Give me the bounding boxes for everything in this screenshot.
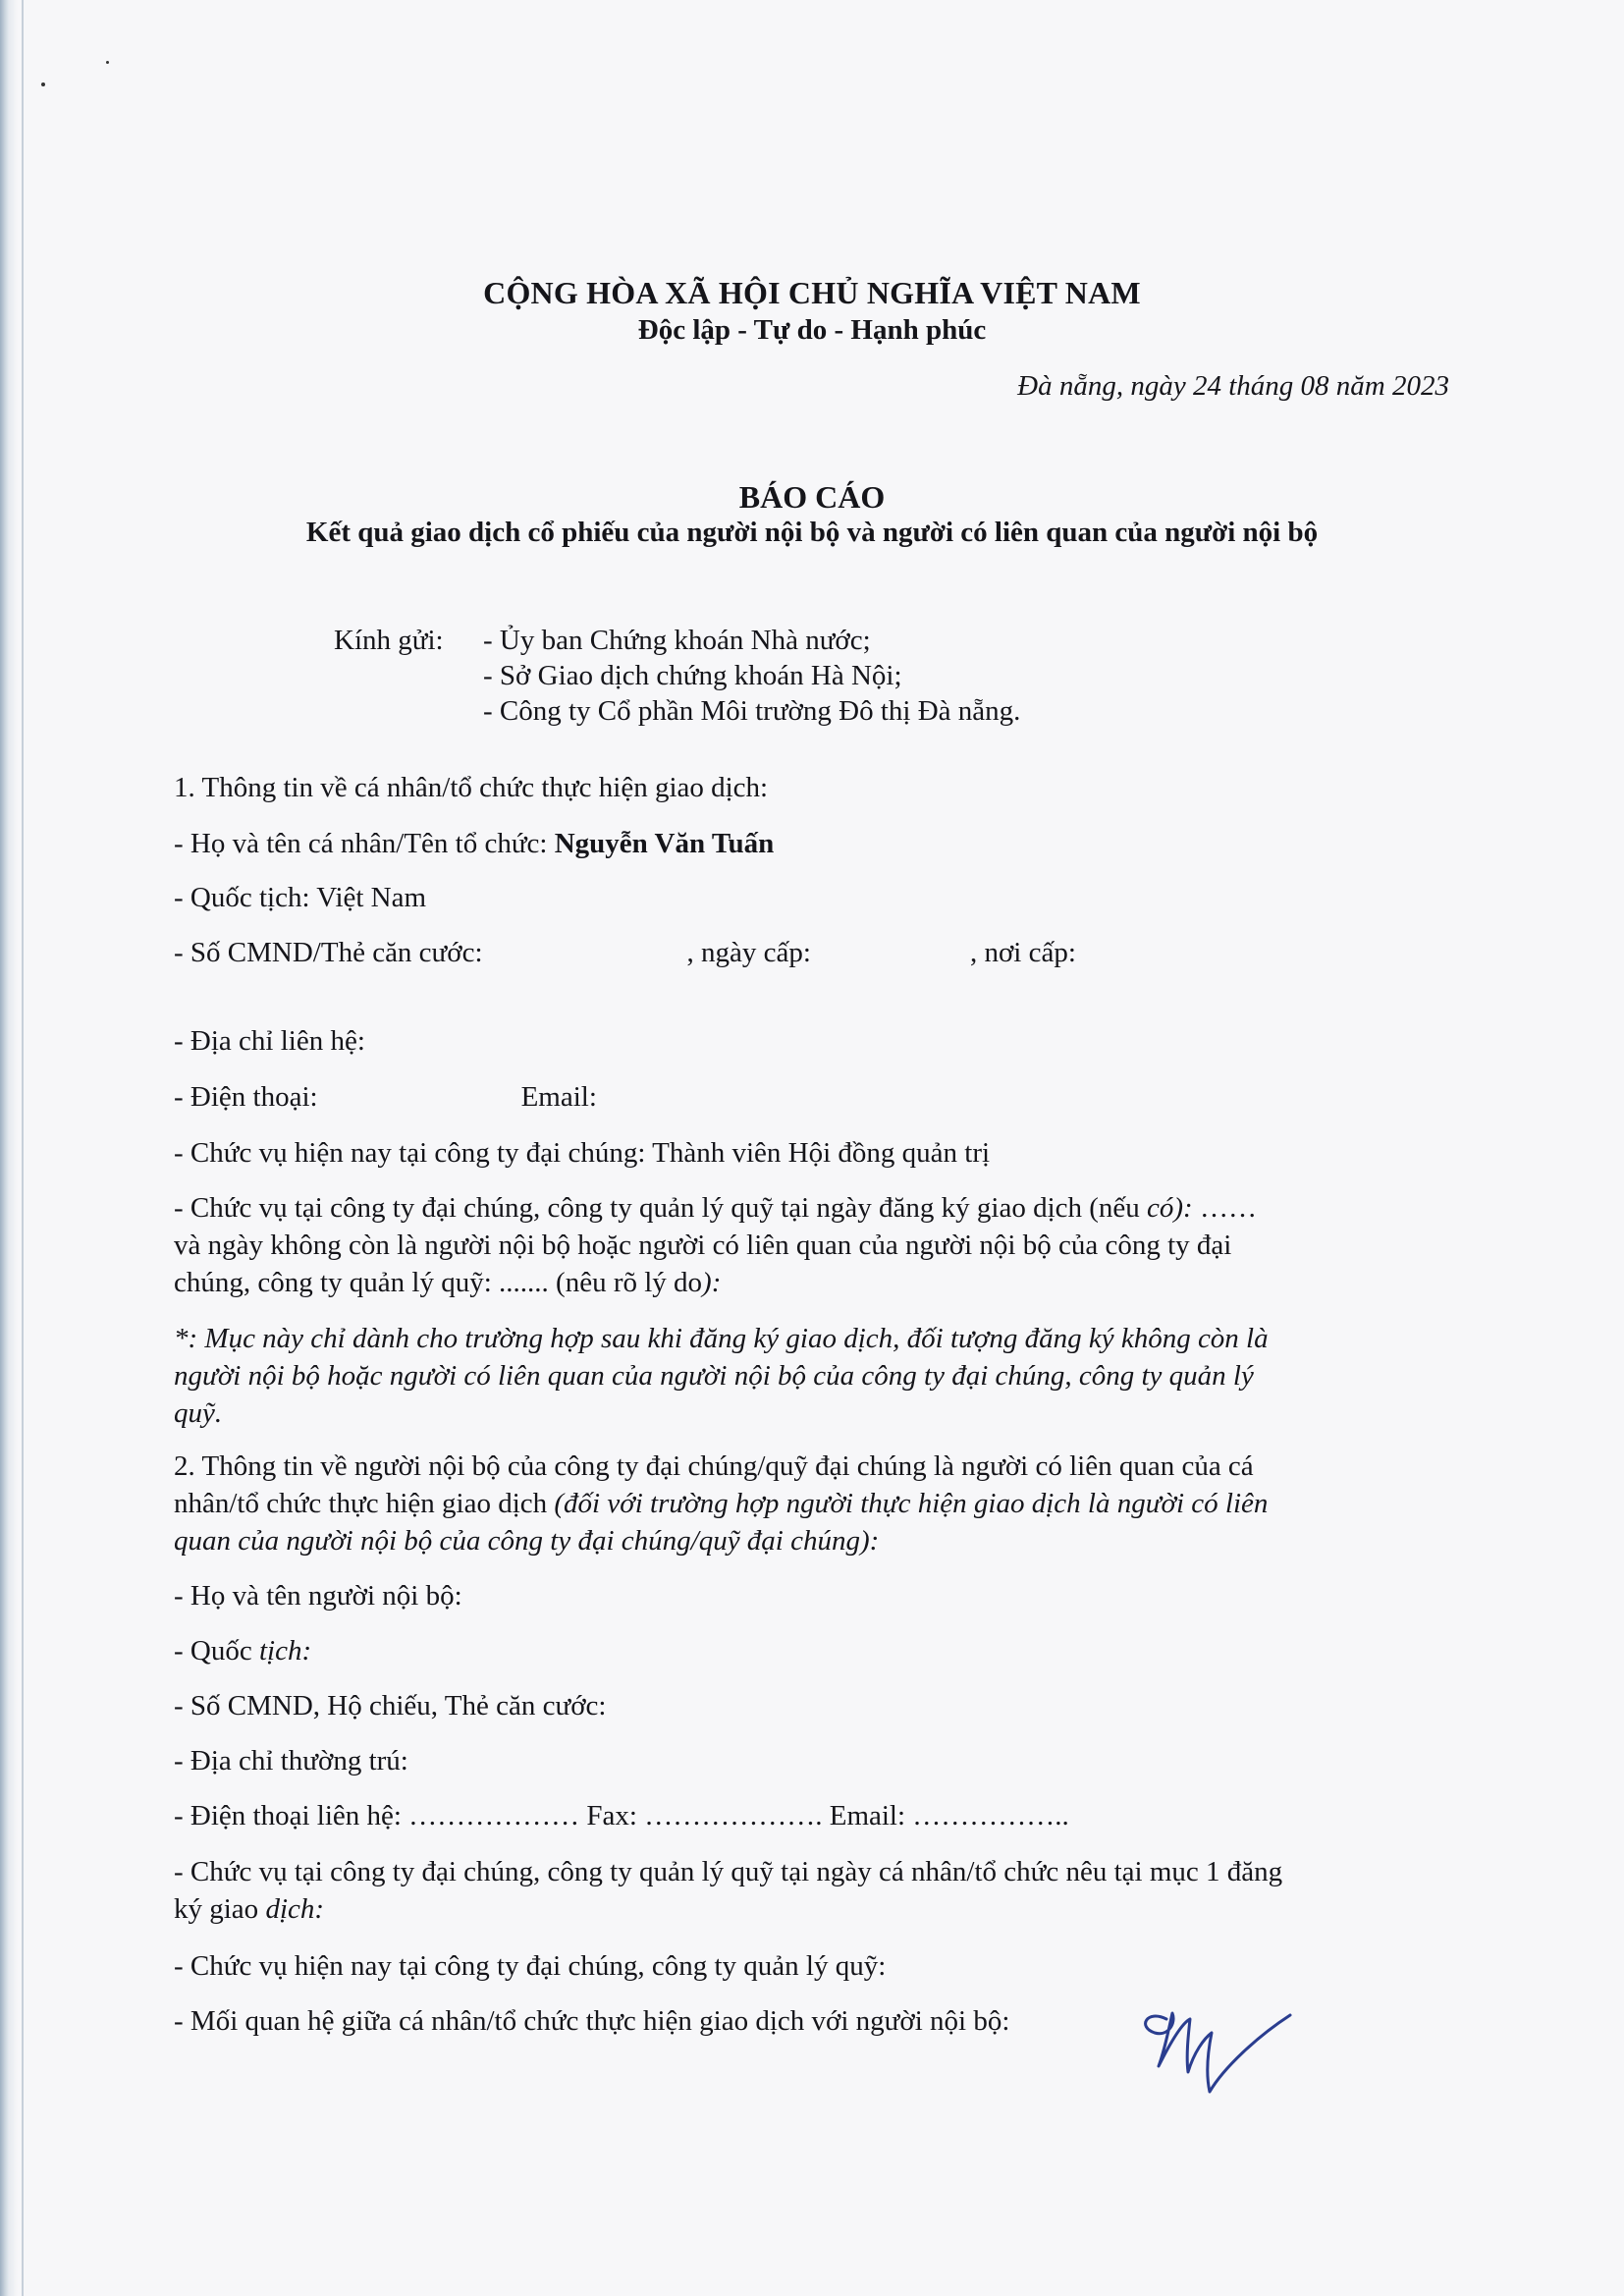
- date-line: Đà nẵng, ngày 24 tháng 08 năm 2023: [1017, 370, 1449, 402]
- report-subtitle: Kết quả giao dịch cổ phiếu của người nội bộ và người có liên quan của người nội bộ: [305, 517, 1319, 548]
- section2-heading: [174, 1448, 1450, 1559]
- position-reg-text: và ngày không còn là người nội bộ hoặc người có liên quan của người nội bộ của công ty đại: [174, 1230, 1232, 1261]
- id-date-label: , ngày cấp:: [686, 937, 811, 968]
- section2-heading-text: (đối với trường hợp người thực hiện giao dịch là người có liên: [554, 1488, 1269, 1519]
- id-label: - Số CMND/Thẻ căn cước:: [174, 937, 483, 968]
- section2-relationship: - Mối quan hệ giữa cá nhân/tổ chức thực hiện giao dịch với người nội bộ:: [174, 2005, 1010, 2037]
- section1-address: - Địa chỉ liên hệ:: [174, 1025, 365, 1057]
- signature-initials: [1129, 1994, 1296, 2102]
- section2-nationality: [174, 1632, 311, 1669]
- note-text: *: Mục này chỉ dành cho trường hợp sau khi đăng ký giao dịch, đối tượng đăng ký không còn là: [174, 1323, 1269, 1354]
- section2-current-position: - Chức vụ hiện nay tại công ty đại chúng, công ty quản lý quỹ:: [174, 1950, 887, 1982]
- section1-contact-row: [174, 1078, 597, 1116]
- section2-address: - Địa chỉ thường trú:: [174, 1745, 408, 1777]
- note-text: quỹ.: [174, 1397, 223, 1429]
- section1-position-at-registration: [174, 1189, 1450, 1301]
- section2-heading-text: quan của người nội bộ của công ty đại chúng/quỹ đại chúng):: [174, 1525, 880, 1557]
- position-reg-text: ký giao: [174, 1893, 266, 1925]
- section2-position-at-registration: [174, 1853, 1450, 1928]
- id-place-label: , nơi cấp:: [969, 937, 1076, 968]
- scan-speck: [41, 82, 45, 86]
- recipients-label: Kính gửi:: [334, 625, 444, 656]
- position-reg-text: - Chức vụ tại công ty đại chúng, công ty quản lý quỹ tại ngày đăng ký giao dịch (nếu: [174, 1192, 1148, 1224]
- section2-insider-name: - Họ và tên người nội bộ:: [174, 1580, 462, 1612]
- section2-heading-text: nhân/tổ chức thực hiện giao dịch: [174, 1488, 555, 1519]
- section1-note: [174, 1320, 1450, 1432]
- position-reg-text: chúng, công ty quản lý quỹ: ....... (nêu rõ lý do: [174, 1267, 703, 1298]
- section1-current-position: - Chức vụ hiện nay tại công ty đại chúng: Thành viên Hội đồng quản trị: [174, 1137, 991, 1169]
- nationality-label: tịch:: [258, 1635, 312, 1667]
- recipient-item: - Công ty Cổ phần Môi trường Đô thị Đà nẵng.: [483, 695, 1021, 727]
- section1-id-row: [174, 934, 1076, 971]
- name-label: - Họ và tên cá nhân/Tên tổ chức:: [174, 828, 548, 859]
- position-reg-text: có):: [1147, 1192, 1193, 1224]
- position-reg-text: ……: [1192, 1192, 1257, 1224]
- position-reg-text: - Chức vụ tại công ty đại chúng, công ty quản lý quỹ tại ngày cá nhân/tổ chức nêu tại mục 1 đăng: [174, 1856, 1283, 1887]
- position-reg-text: dịch:: [265, 1893, 325, 1925]
- scan-speck: [106, 61, 109, 64]
- email-label: Email:: [520, 1081, 597, 1113]
- national-motto: Độc lập - Tự do - Hạnh phúc: [637, 314, 987, 346]
- section2-heading-text: 2. Thông tin về người nội bộ của công ty đại chúng/quỹ đại chúng là người có liên quan của cá: [174, 1450, 1254, 1482]
- recipient-item: - Ủy ban Chứng khoán Nhà nước;: [483, 625, 871, 656]
- nationality-label: - Quốc: [174, 1635, 259, 1667]
- recipient-item: - Sở Giao dịch chứng khoán Hà Nội;: [483, 660, 902, 691]
- section2-contact: - Điện thoại liên hệ: ……………… Fax: ………………. Email: ……………..: [174, 1800, 1069, 1831]
- section2-id: - Số CMND, Hộ chiếu, Thẻ căn cước:: [174, 1690, 607, 1722]
- national-title: CỘNG HÒA XÃ HỘI CHỦ NGHĨA VIỆT NAM: [483, 275, 1141, 310]
- section1-name-row: [174, 825, 774, 862]
- section1-nationality: - Quốc tịch: Việt Nam: [174, 882, 427, 913]
- position-reg-text: ):: [702, 1267, 722, 1298]
- name-value: Nguyễn Văn Tuấn: [554, 828, 775, 859]
- report-title: BÁO CÁO: [738, 479, 886, 515]
- recipients-block: [334, 623, 1020, 729]
- note-text: người nội bộ hoặc người có liên quan của người nội bộ của công ty đại chúng, công ty quản lý: [174, 1360, 1254, 1392]
- phone-label: - Điện thoại:: [174, 1081, 318, 1113]
- section1-heading: 1. Thông tin về cá nhân/tổ chức thực hiện giao dịch:: [174, 772, 769, 803]
